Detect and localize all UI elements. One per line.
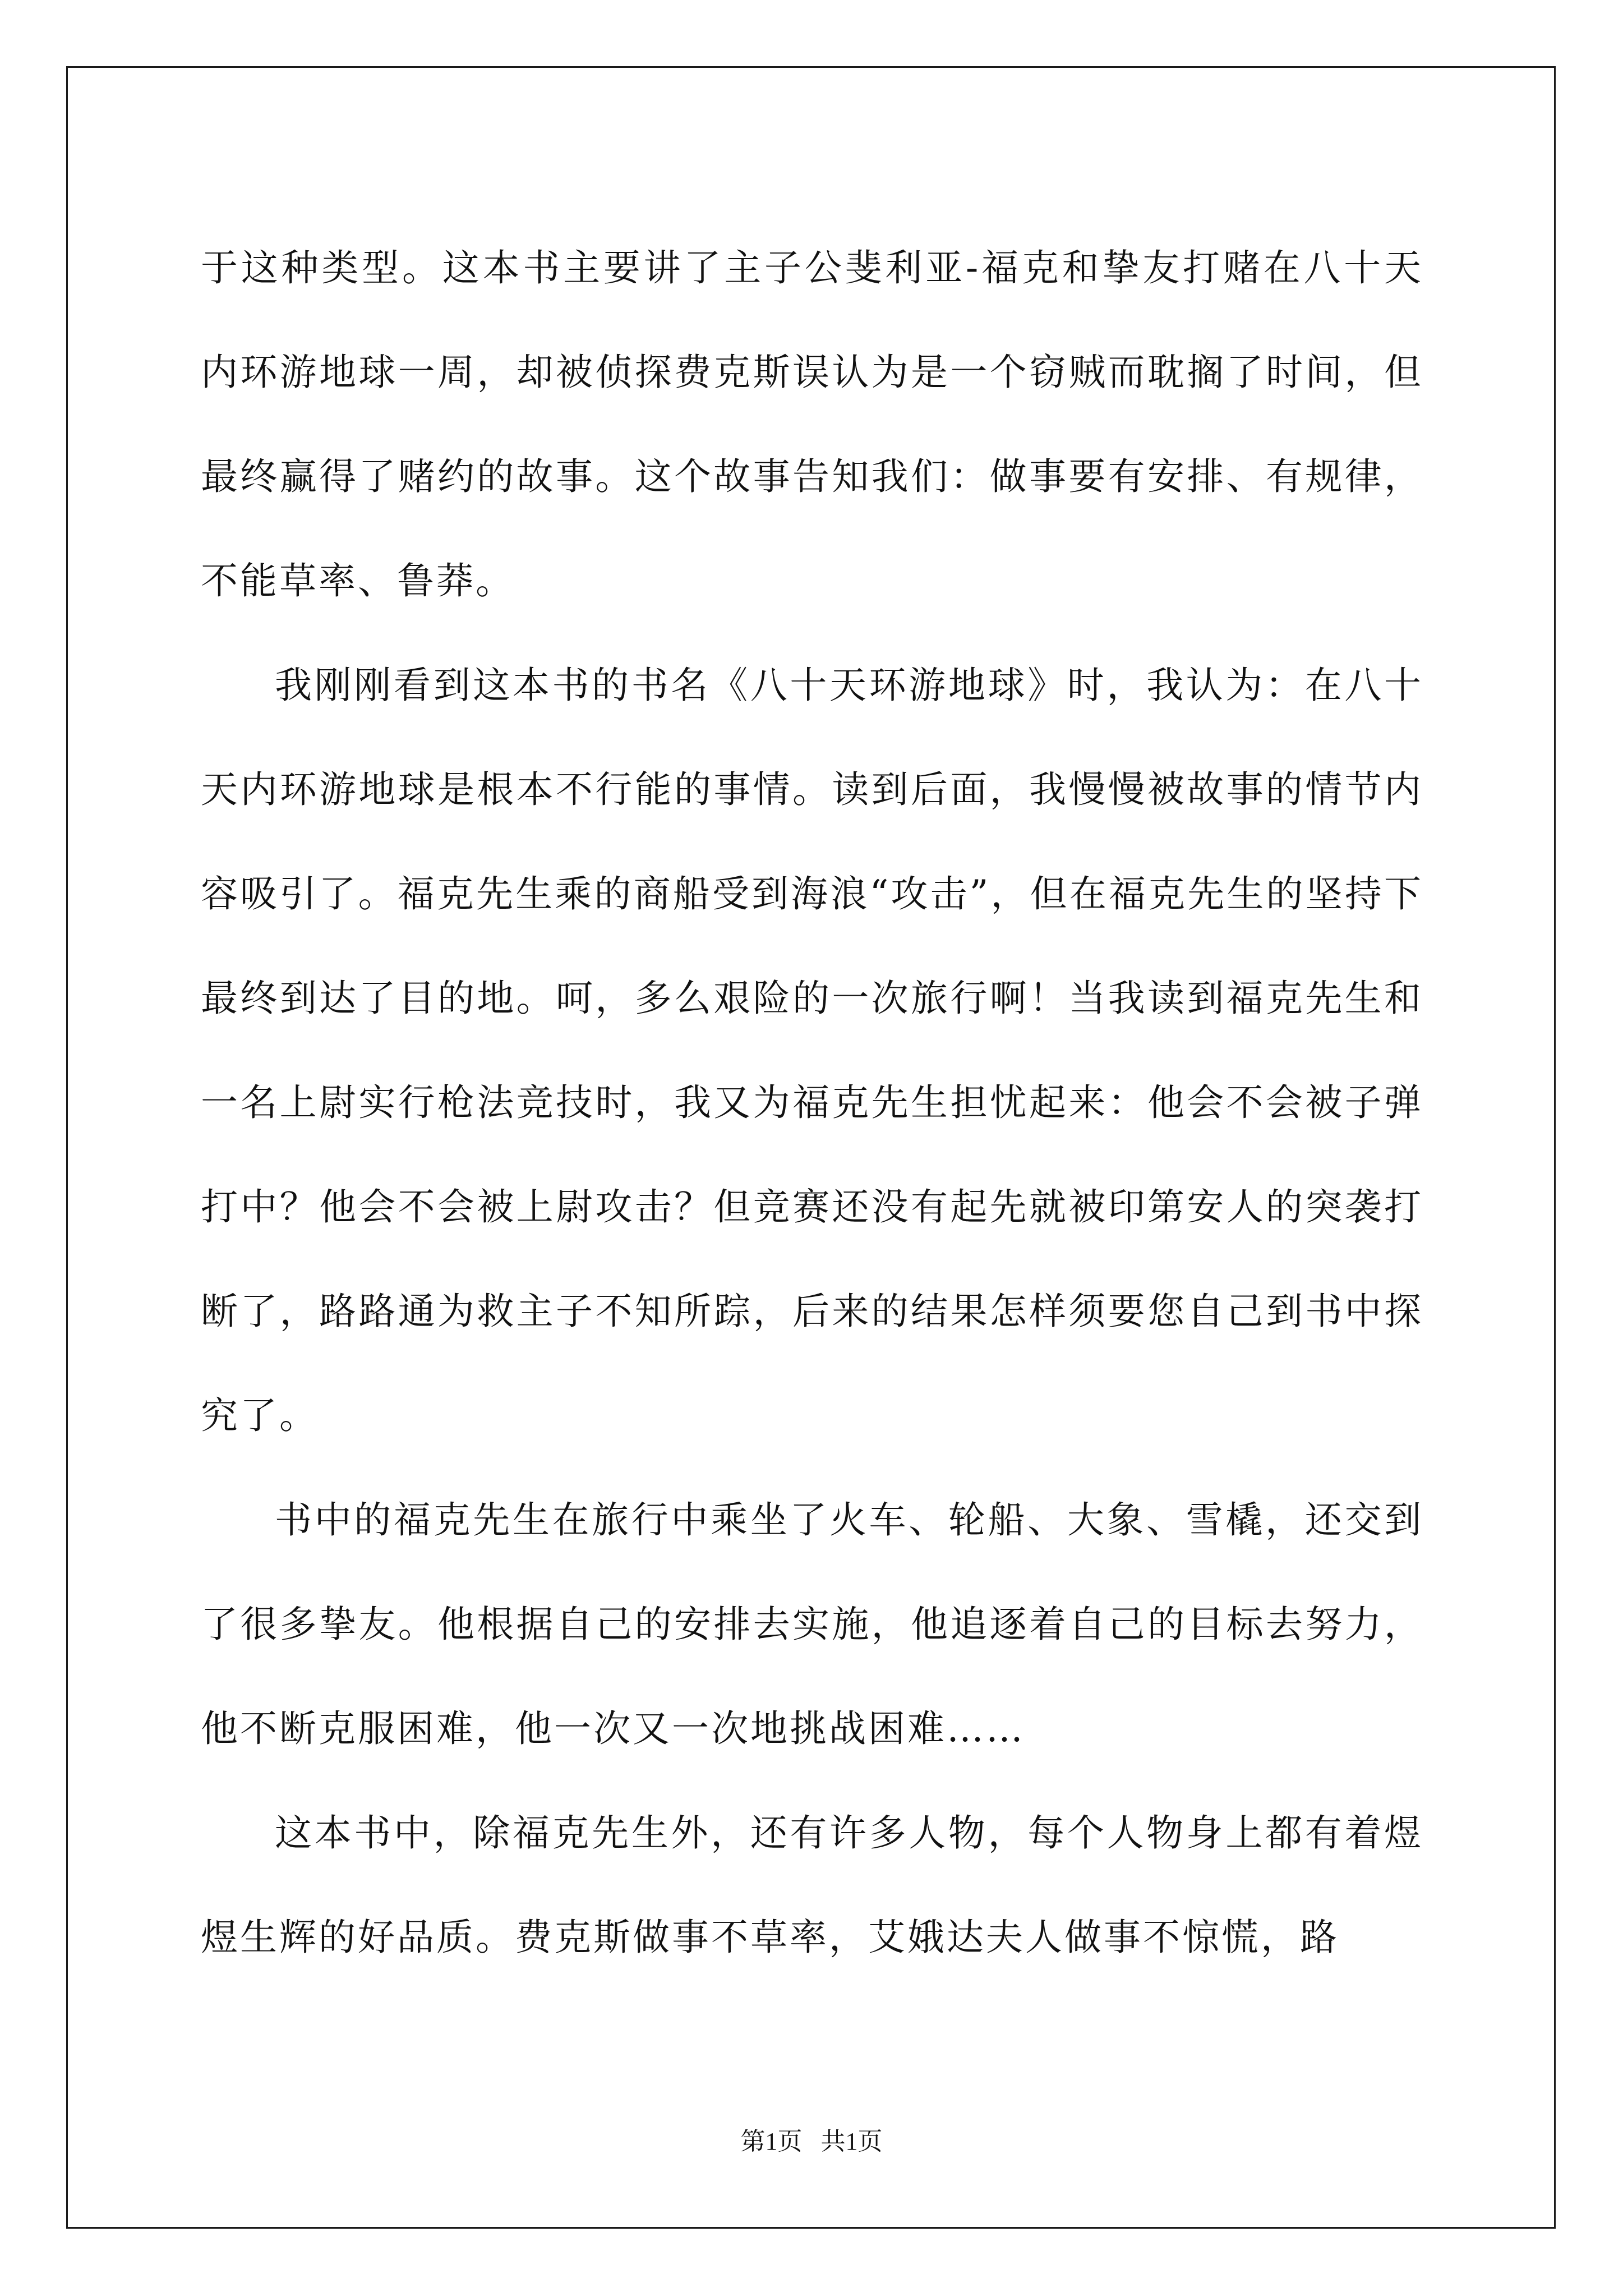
paragraph-4: 这本书中，除福克先生外，还有许多人物，每个人物身上都有着煜煜生辉的好品质。费克斯做事不草率，艾娥达夫人做事不惊慌，路 <box>201 1811 1423 1959</box>
paragraph-3: 书中的福克先生在旅行中乘坐了火车、轮船、大象、雪橇，还交到了很多挚友。他根据自己的安排去实施，他追逐着自己的目标去努力，他不断克服困难，他一次又一次地挑战困难…… <box>201 1498 1423 1750</box>
paragraph-1: 于这种类型。这本书主要讲了主子公斐利亚-福克和挚友打赌在八十天内环游地球一周，却被侦探费克斯误认为是一个窃贼而耽搁了时间，但最终赢得了赌约的故事。这个故事告知我们：做事要有安排、有规律，不能草率、鲁莽。 <box>201 246 1423 602</box>
document-body <box>201 216 1423 1990</box>
page-footer: 第1页 共1页 <box>740 2128 883 2155</box>
paragraph-2: 我刚刚看到这本书的书名《八十天环游地球》时，我认为：在八十天内环游地球是根本不行能的事情。读到后面，我慢慢被故事的情节内容吸引了。福克先生乘的商船受到海浪“攻击”，但在福克先生的坚持下最终到达了目的地。呵，多么艰险的一次旅行啊！当我读到福克先生和一名上尉实行枪法竞技时，我又为福克先生担忧起来：他会不会被子弹打中？他会不会被上尉攻击？但竞赛还没有起先就被印第安人的突袭打断了，路路通为救主子不知所踪，后来的结果怎样须要您自己到书中探究了。 <box>201 664 1423 1437</box>
